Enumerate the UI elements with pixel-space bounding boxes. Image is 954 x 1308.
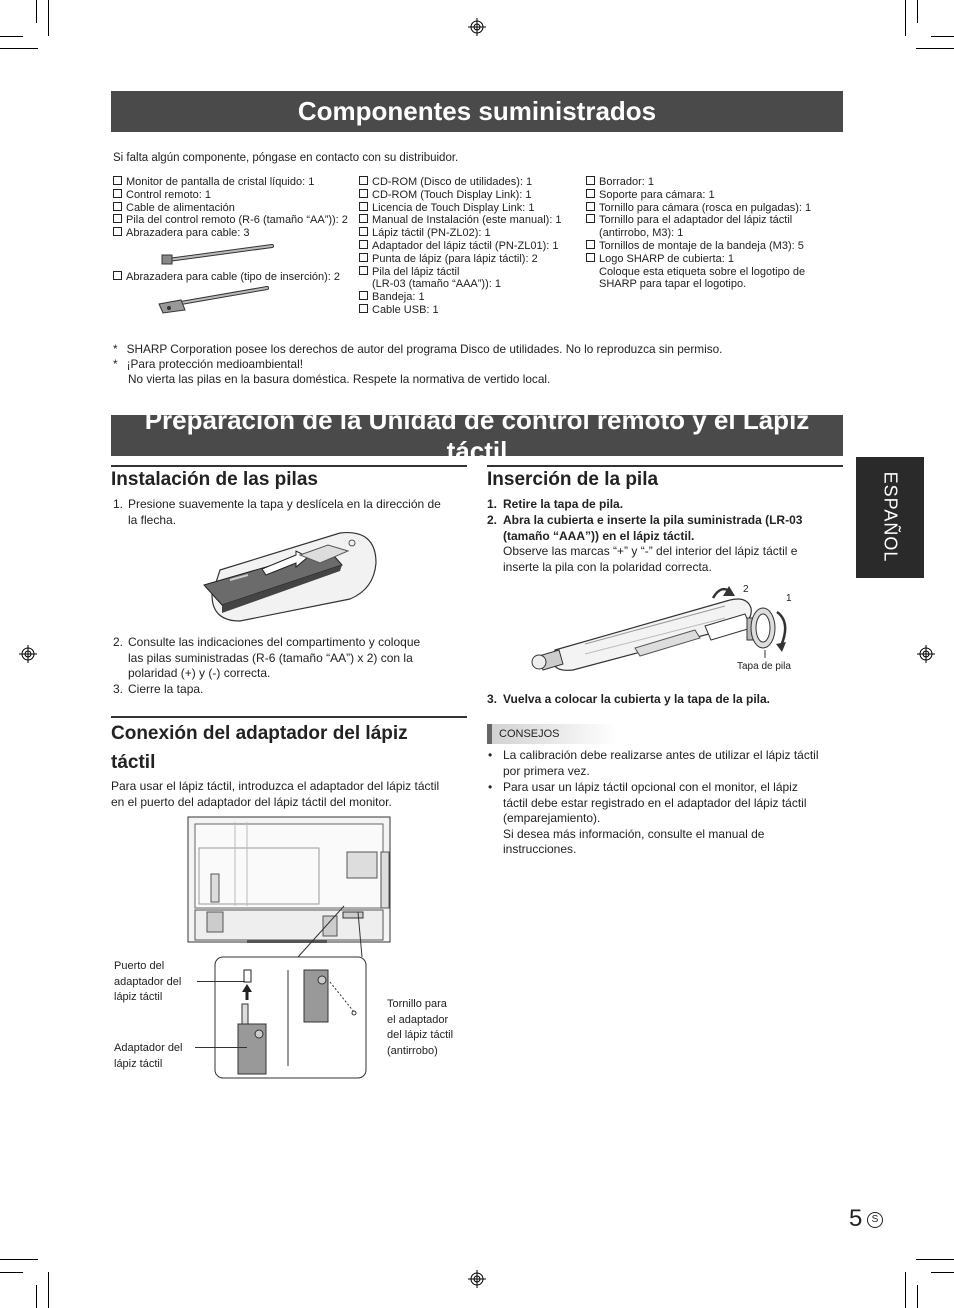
list-item: Licencia de Touch Display Link: 1 [359, 202, 562, 215]
list-item: Adaptador del lápiz táctil (PN-ZL01): 1 [359, 240, 562, 253]
registration-mark-icon [468, 18, 486, 36]
components-intro: Si falta algún componente, póngase en contacto con su distribuidor. [113, 152, 459, 164]
crop-mark [36, 1285, 37, 1308]
tip-calibration: La calibración debe realizarse antes de utilizar el lápiz táctil por primera vez. [503, 748, 819, 778]
page-number: 5 [849, 1205, 863, 1232]
crop-mark [0, 1272, 23, 1273]
heading-battery-install: Instalación de las pilas [111, 469, 318, 490]
list-item: Tornillo para cámara (rosca en pulgadas): 1 [586, 202, 811, 215]
section-title-components: Componentes suministrados [111, 91, 843, 132]
list-item: Cable USB: 1 [359, 304, 562, 317]
list-item: Abrazadera para cable (tipo de inserción): 2 [113, 271, 340, 284]
list-item: Cable de alimentación [113, 202, 348, 215]
bullet: • [488, 748, 493, 762]
step-number: 1. [487, 497, 498, 511]
figure-step-2: 2 [743, 584, 749, 595]
divider [111, 465, 467, 467]
crop-mark [916, 48, 954, 49]
heading-pen-adapter: Conexión del adaptador del lápiz táctil [111, 723, 408, 773]
list-item-continuation: (antirrobo, M3): 1 [599, 227, 684, 240]
footnote-marker: * [113, 342, 118, 356]
components-column-1 [113, 176, 348, 240]
list-item-continuation: Coloque esta etiqueta sobre el logotipo de [599, 265, 806, 278]
divider [487, 465, 843, 467]
crop-mark [905, 0, 906, 36]
list-item: Pila del lápiz táctil [359, 266, 562, 279]
crop-mark [931, 1272, 954, 1273]
registration-mark-icon [917, 645, 935, 663]
components-column-2 [359, 176, 562, 317]
list-item: Borrador: 1 [586, 176, 811, 189]
page-language-badge: S [867, 1212, 883, 1228]
step-text: Presione suavemente la tapa y deslícela en la dirección de la flecha. [128, 497, 441, 527]
list-item: Bandeja: 1 [359, 291, 562, 304]
list-item: Punta de lápiz (para lápiz táctil): 2 [359, 253, 562, 266]
footnote-environment: ¡Para protección medioambiental! [126, 357, 303, 371]
crop-mark [905, 1272, 906, 1308]
step-text: Cierre la tapa. [128, 682, 204, 696]
callout-line [197, 981, 245, 982]
bullet: • [488, 780, 493, 794]
cable-tie-illustration [160, 240, 280, 268]
step-number: 1. [113, 497, 124, 511]
figure-label-battery-cap: Tapa de pila [737, 661, 791, 672]
tip-optional-pen: Para usar un lápiz táctil opcional con el monitor, el lápiz táctil debe estar registrado en el adaptador del lápiz táctil (emparejamiento). Si desea más información, consulte el manual de instrucciones. [503, 780, 807, 856]
crop-mark [48, 1272, 49, 1308]
crop-mark [931, 36, 954, 37]
list-item: CD-ROM (Touch Display Link): 1 [359, 189, 562, 202]
step-text: Consulte las indicaciones del compartimento y coloque las pilas suministradas (R-6 (tamaño “AA”) x 2) con la polaridad (+) y (-) correcta. [128, 635, 421, 680]
divider [111, 716, 467, 718]
list-item-continuation: (LR-03 (tamaño “AAA”)): 1 [372, 278, 501, 291]
callout-line [195, 1047, 247, 1048]
figure-step-1: 1 [786, 593, 792, 604]
list-item: Lápiz táctil (PN-ZL02): 1 [359, 227, 562, 240]
pen-adapter-paragraph: Para usar el lápiz táctil, introduzca el adaptador del lápiz táctil en el puerto del adaptador del lápiz táctil del monitor. [111, 779, 440, 809]
list-item: Manual de Instalación (este manual): 1 [359, 214, 562, 227]
language-tab [856, 457, 924, 578]
label-adapter: Adaptador del lápiz táctil [114, 1042, 183, 1070]
section-title-preparation: Preparación de la Unidad de control remoto y el Lápiz táctil [111, 415, 843, 456]
list-item: Control remoto: 1 [113, 189, 348, 202]
crop-mark [0, 48, 38, 49]
components-column-3 [586, 176, 811, 291]
list-item: Tornillo para el adaptador del lápiz táctil [586, 214, 811, 227]
step-text: Retire la tapa de pila. [503, 497, 624, 511]
step-number: 2. [487, 513, 498, 527]
step-number: 3. [113, 682, 124, 696]
registration-mark-icon [19, 645, 37, 663]
step-text: Abra la cubierta e inserte la pila suministrada (LR-03 (tamaño “AAA”)) en el lápiz táctil. Observe las marcas “+” y “-” del interior del lápiz táctil e inserte la pila con la polaridad correcta. [503, 513, 803, 574]
registration-mark-icon [468, 1270, 486, 1288]
crop-mark [48, 0, 49, 36]
list-item: Pila del control remoto (R-6 (tamaño “AA”)): 2 [113, 214, 348, 227]
list-item: Logo SHARP de cubierta: 1 [586, 253, 811, 266]
insertion-cable-tie-illustration [155, 282, 275, 316]
crop-mark [0, 1259, 38, 1260]
step-number: 2. [113, 635, 124, 649]
label-port: Puerto del adaptador del lápiz táctil [114, 960, 182, 1003]
list-item: Soporte para cámara: 1 [586, 189, 811, 202]
adapter-detail-illustration [212, 900, 372, 1082]
list-item: Monitor de pantalla de cristal líquido: 1 [113, 176, 348, 189]
crop-mark [0, 36, 23, 37]
remote-control-illustration [200, 525, 380, 625]
list-item: Tornillos de montaje de la bandeja (M3): 5 [586, 240, 811, 253]
step-number: 3. [487, 692, 498, 706]
crop-mark [917, 1285, 918, 1308]
crop-mark [916, 1259, 954, 1260]
list-item: CD-ROM (Disco de utilidades): 1 [359, 176, 562, 189]
list-item: Abrazadera para cable: 3 [113, 227, 348, 240]
list-item-continuation: SHARP para tapar el logotipo. [599, 278, 747, 291]
crop-mark [36, 0, 37, 23]
crop-mark [917, 0, 918, 23]
footnotes [113, 342, 722, 387]
footnote-marker: * [113, 357, 118, 371]
label-screw: Tornillo para el adaptador del lápiz táctil (antirrobo) [387, 998, 454, 1057]
language-tab-label: ESPAÑOL [880, 471, 901, 563]
footnote-environment-detail: No vierta las pilas en la basura doméstica. Respete la normativa de vertido local. [128, 372, 551, 386]
heading-pen-battery: Inserción de la pila [487, 469, 659, 490]
step-text: Vuelva a colocar la cubierta y la tapa de la pila. [503, 692, 771, 706]
tips-label: CONSEJOS [487, 724, 617, 744]
footnote-copyright: SHARP Corporation posee los derechos de autor del programa Disco de utilidades. No lo reproduzca sin permiso. [126, 342, 723, 356]
